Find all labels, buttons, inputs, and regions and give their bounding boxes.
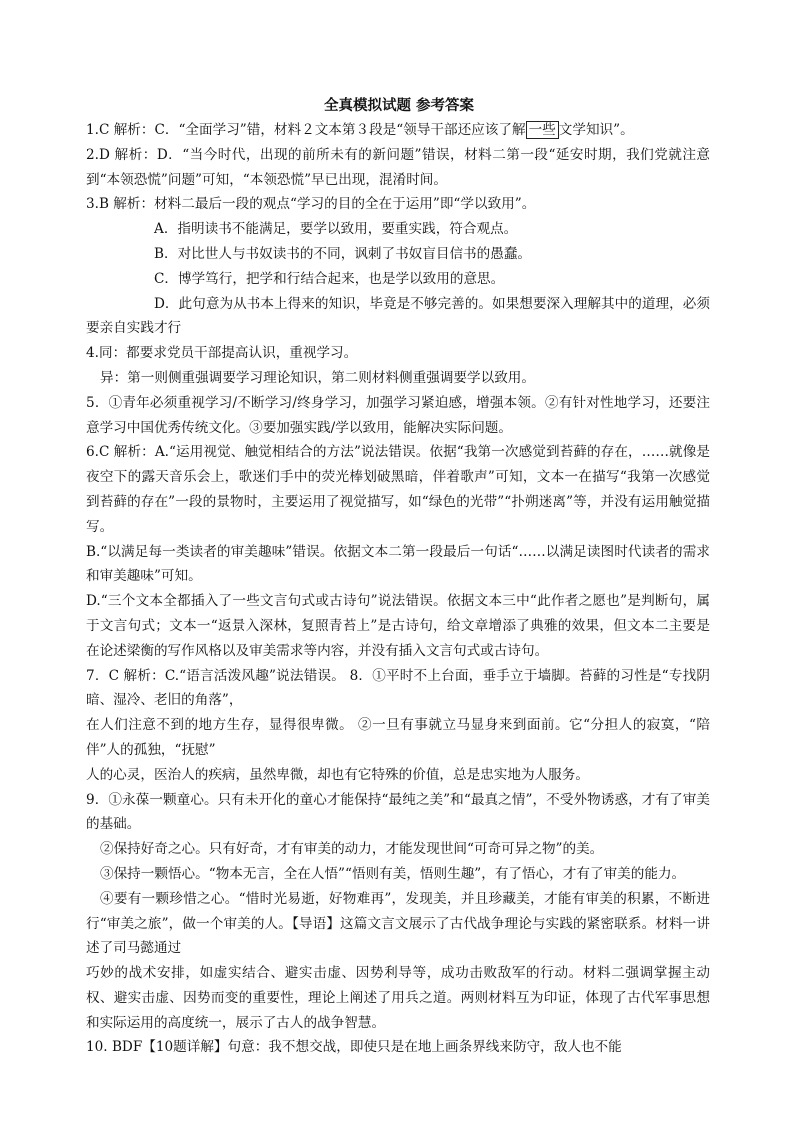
answer-2: 2.D 解析：D．“当今时代，出现的前所未有的新问题”错误，材料二第一段“延安时期，我们党就注意到“本领恐慌”问题”可知，“本领恐慌”早已出现，混淆时间。 [86,146,710,188]
answer-3: 3.B 解析：材料二最后一段的观点“学习的目的全在于运用”即“学以致用”。 [86,196,536,213]
answer-7-8-line-3: 人的心灵，医治人的疾病，虽然卑微，却也有它特殊的价值，总是忠实地为人服务。 [86,766,589,783]
answer-4-same: 4.同：都要求党员干部提高认识，重视学习。 [86,345,358,362]
answer-9-point-3: ③保持一颗悟心。“物本无言，全在人悟”“悟则有美，悟则生趣”，有了悟心，才有了审美的能力。 [100,865,686,882]
answer-7-8-line-2: 在人们注意不到的地方生存，显得很卑微。 ②一旦有事就立马显身来到面前。它“分担人的寂寞，“陪伴”人的孤独，“抚慰” [86,717,710,758]
answer-9-point-1: 9．①永葆一颗童心。只有未开化的童心才能保持“最纯之美”和“最真之情”，不受外物诱惑，才有了审美的基础。 [86,791,710,833]
answer-5: 5．①青年必须重视学习/不断学习/终身学习，加强学习紧迫感，增强本领。②有针对性地学习，还要注意学习中国优秀传统文化。③要加强实践/学以致用，能解决实际问题。 [86,394,710,436]
answer-10: 10. BDF【10题详解】句意：我不想交战，即使只是在地上画条界线来防守，敌人也不能 [86,1039,622,1056]
boxed-word: 一些 [526,121,559,139]
answer-3-option-a: A．指明读书不能满足，要学以致用，要重实践，符合观点。 [154,221,518,238]
answer-1 [86,118,710,143]
answer-4-diff: 异：第一则侧重强调要学习理论知识，第二则材料侧重强调要学以致用。 [100,369,535,386]
answer-6-b: B.“以满足每一类读者的审美趣味”错误。依据文本二第一段最后一句话“……以满足读图时代读者的需求和审美趣味”可知。 [86,543,710,585]
answer-6-a: 6.C 解析：A.“运用视觉、触觉相结合的方法”说法错误。依据“我第一次感觉到苔藓的存在，……就像是夜空下的露天音乐会上，歌迷们手中的荧光棒划破黑暗，伴着歌声”可知，文本一在描写“我第一次感觉到苔藓的存在”一段的景物时，主要运用了视觉描写，如“绿色的光带”“扑朔迷离”等，并没有运用触觉描写。 [86,444,710,535]
answer-9-continuation: 巧妙的战术安排，如虚实结合、避实击虚、因势利导等，成功击败敌军的行动。材料二强调掌握主动权、避实击虚、因势而变的重要性，理论上阐述了用兵之道。两则材料互为印证，体现了古代军事思想和实际运用的高度统一，展示了古人的战争智慧。 [86,965,710,1031]
answer-1-text: 1.C 解析：C．“全面学习”错，材料２文本第３段是“领导干部还应该了解 [86,122,526,138]
answer-1-text-end: 文学知识”。 [558,122,634,138]
answer-3-option-c: C．博学笃行，把学和行结合起来，也是学以致用的意思。 [154,270,505,287]
answer-9-point-4: ④要有一颗珍惜之心。“惜时光易逝，好物难再”，发现美，并且珍藏美，才能有审美的积累，不断进行“审美之旅”，做一个审美的人。【导语】这篇文言文展示了古代战争理论与实践的紧密联系。材料一讲述了司马懿通过 [86,890,710,957]
answer-sheet [86,94,710,1060]
answer-9-point-2: ②保持好奇之心。只有好奇，才有审美的动力，才能发现世间“可奇可异之物”的美。 [100,841,604,858]
answer-7-8-line-1: 7．C 解析：C.“语言活泼风趣”说法错误。 8．①平时不上台面，垂手立于墙脚。苔藓的习性是“专找阴暗、湿冷、老旧的角落”， [86,667,710,709]
answer-6-d: D.“三个文本全都插入了一些文言句式或古诗句”说法错误。依据文本三中“此作者之愿也”是判断句，属于文言句式；文本一“返景入深林，复照青苔上”是古诗句，给文章增添了典雅的效果，但文本二主要是在论述梁衡的写作风格以及审美需求等内容，并没有插入文言句式或古诗句。 [86,593,710,659]
page-title: 全真模拟试题 参考答案 [323,97,475,114]
answer-3-option-d: D．此句意为从书本上得来的知识，毕竟是不够完善的。如果想要深入理解其中的道理，必须要亲自实践才行 [86,295,710,337]
answer-3-option-b: B．对比世人与书奴读书的不同，讽刺了书奴盲目信书的愚蠢。 [154,245,532,262]
